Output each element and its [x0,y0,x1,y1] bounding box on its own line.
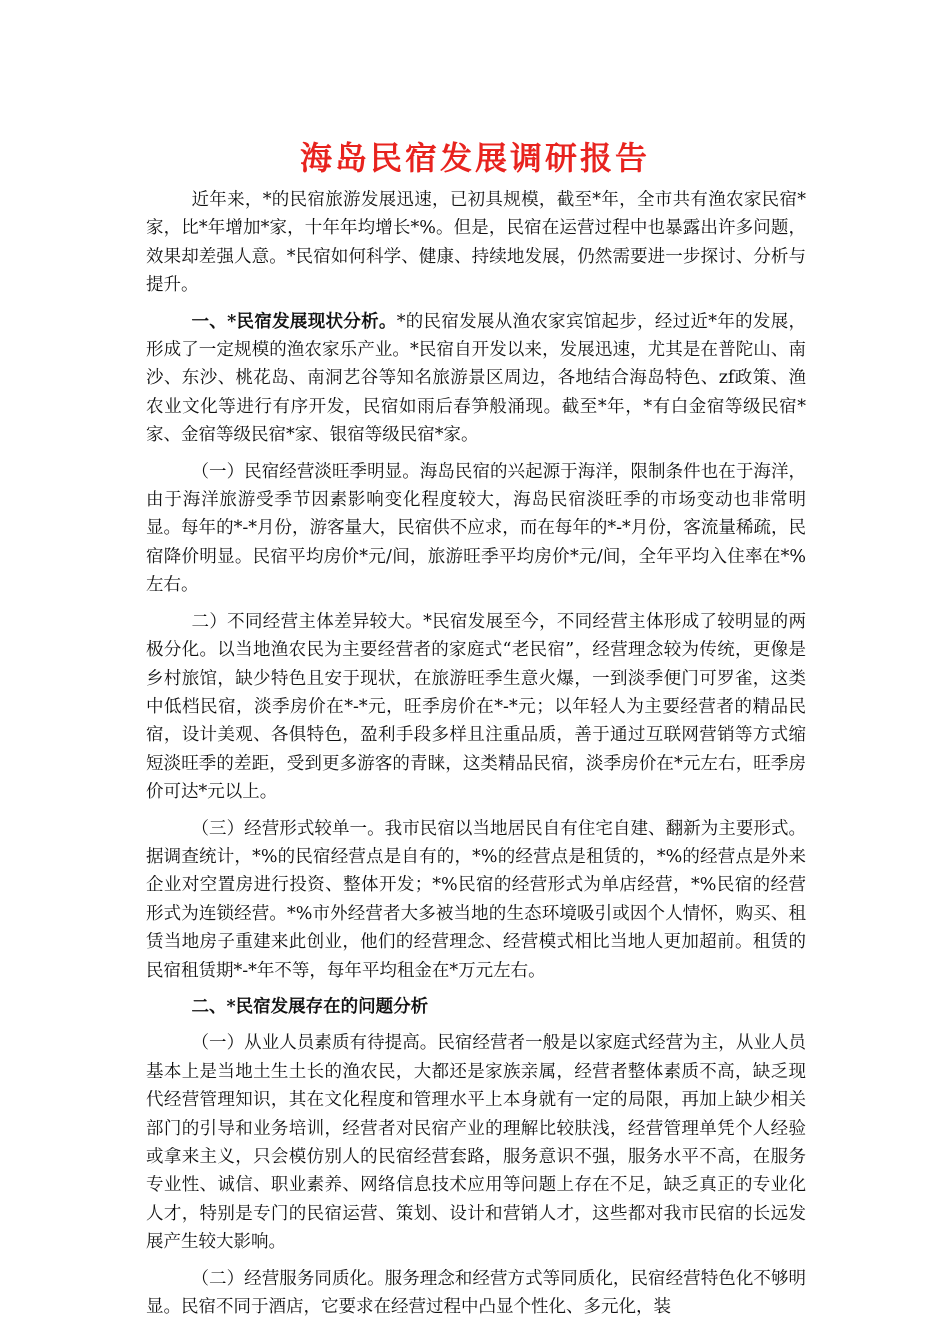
subsection-1-2-paragraph: 二）不同经营主体差异较大。*民宿发展至今，不同经营主体形成了较明显的两极分化。以当地渔农民为主要经营者的家庭式“老民宿”，经营理念较为传统，更像是乡村旅馆，缺少特色且安于现状，在旅游旺季生意火爆，一到淡季便门可罗雀，这类中低档民宿，淡季房价在*-*元，旺季房价在*-*元；以年轻人为主要经营者的精品民宿，设计美观、各俱特色，盈利手段多样且注重品质，善于通过互联网营销等方式缩短淡旺季的差距，受到更多游客的青睐，这类精品民宿，淡季房价在*元左右，旺季房价可达*元以上。 [146,611,806,803]
section-1-text: *的民宿发展从渔农家宾馆起步，经过近*年的发展，形成了一定规模的渔农家乐产业。*民宿自开发以来，发展迅速，尤其是在普陀山、南沙、东沙、桃花岛、南洞艺谷等知名旅游景区周边，各地结合海岛特色、zf政策、渔农业文化等进行有序开发，民宿如雨后春笋般涌现。截至*年，*有白金宿等级民宿*家、金宿等级民宿*家、银宿等级民宿*家。 [146,311,806,446]
section-2-heading: 二、*民宿发展存在的问题分析 [191,996,429,1017]
section-1-heading: 一、*民宿发展现状分析。 [191,311,397,332]
section-1-paragraph [146,308,806,450]
subsection-1-3-paragraph: （三）经营形式较单一。我市民宿以当地居民自有住宅自建、翻新为主要形式。据调查统计，*%的民宿经营点是自有的，*%的经营点是租赁的，*%的经营点是外来企业对空置房进行投资、整体开发；*%民宿的经营形式为单店经营，*%民宿的经营形式为连锁经营。*%市外经营者大多被当地的生态环境吸引或因个人情怀，购买、租赁当地房子重建来此创业，他们的经营理念、经营模式相比当地人更加超前。租赁的民宿租赁期*-*年不等，每年平均租金在*万元左右。 [146,818,806,981]
intro-paragraph: 近年来，*的民宿旅游发展迅速，已初具规模，截至*年，全市共有渔农家民宿*家，比*年增加*家，十年年均增长*%。但是，民宿在运营过程中也暴露出许多问题，效果却差强人意。*民宿如何科学、健康、持续地发展，仍然需要进一步探讨、分析与提升。 [146,190,806,296]
document-title: 海岛民宿发展调研报告 [299,139,650,177]
subsection-2-1-paragraph: （一）从业人员素质有待提高。民宿经营者一般是以家庭式经营为主，从业人员基本上是当地土生土长的渔农民，大都还是家族亲属，经营者整体素质不高，缺乏现代经营管理知识，其在文化程度和管理水平上本身就有一定的局限，再加上缺少相关部门的引导和业务培训，经营者对民宿产业的理解比较肤浅，经营管理单凭个人经验或拿来主义，只会模仿别人的民宿经营套路，服务意识不强，服务水平不高，在服务专业性、诚信、职业素养、网络信息技术应用等问题上存在不足，缺乏真正的专业化人才，特别是专门的民宿运营、策划、设计和营销人才，这些都对我市民宿的长远发展产生较大影响。 [146,1033,806,1253]
subsection-2-2-paragraph: （二）经营服务同质化。服务理念和经营方式等同质化，民宿经营特色化不够明显。民宿不同于酒店，它要求在经营过程中凸显个性化、多元化，装 [146,1268,806,1318]
subsection-1-1-paragraph: （一）民宿经营淡旺季明显。海岛民宿的兴起源于海洋，限制条件也在于海洋，由于海洋旅游受季节因素影响变化程度较大，海岛民宿淡旺季的市场变动也非常明显。每年的*-*月份，游客量大，民宿供不应求，而在每年的*-*月份，客流量稀疏，民宿降价明显。民宿平均房价*元/间，旅游旺季平均房价*元/间，全年平均入住率在*%左右。 [146,461,806,596]
document-body [146,186,806,1329]
